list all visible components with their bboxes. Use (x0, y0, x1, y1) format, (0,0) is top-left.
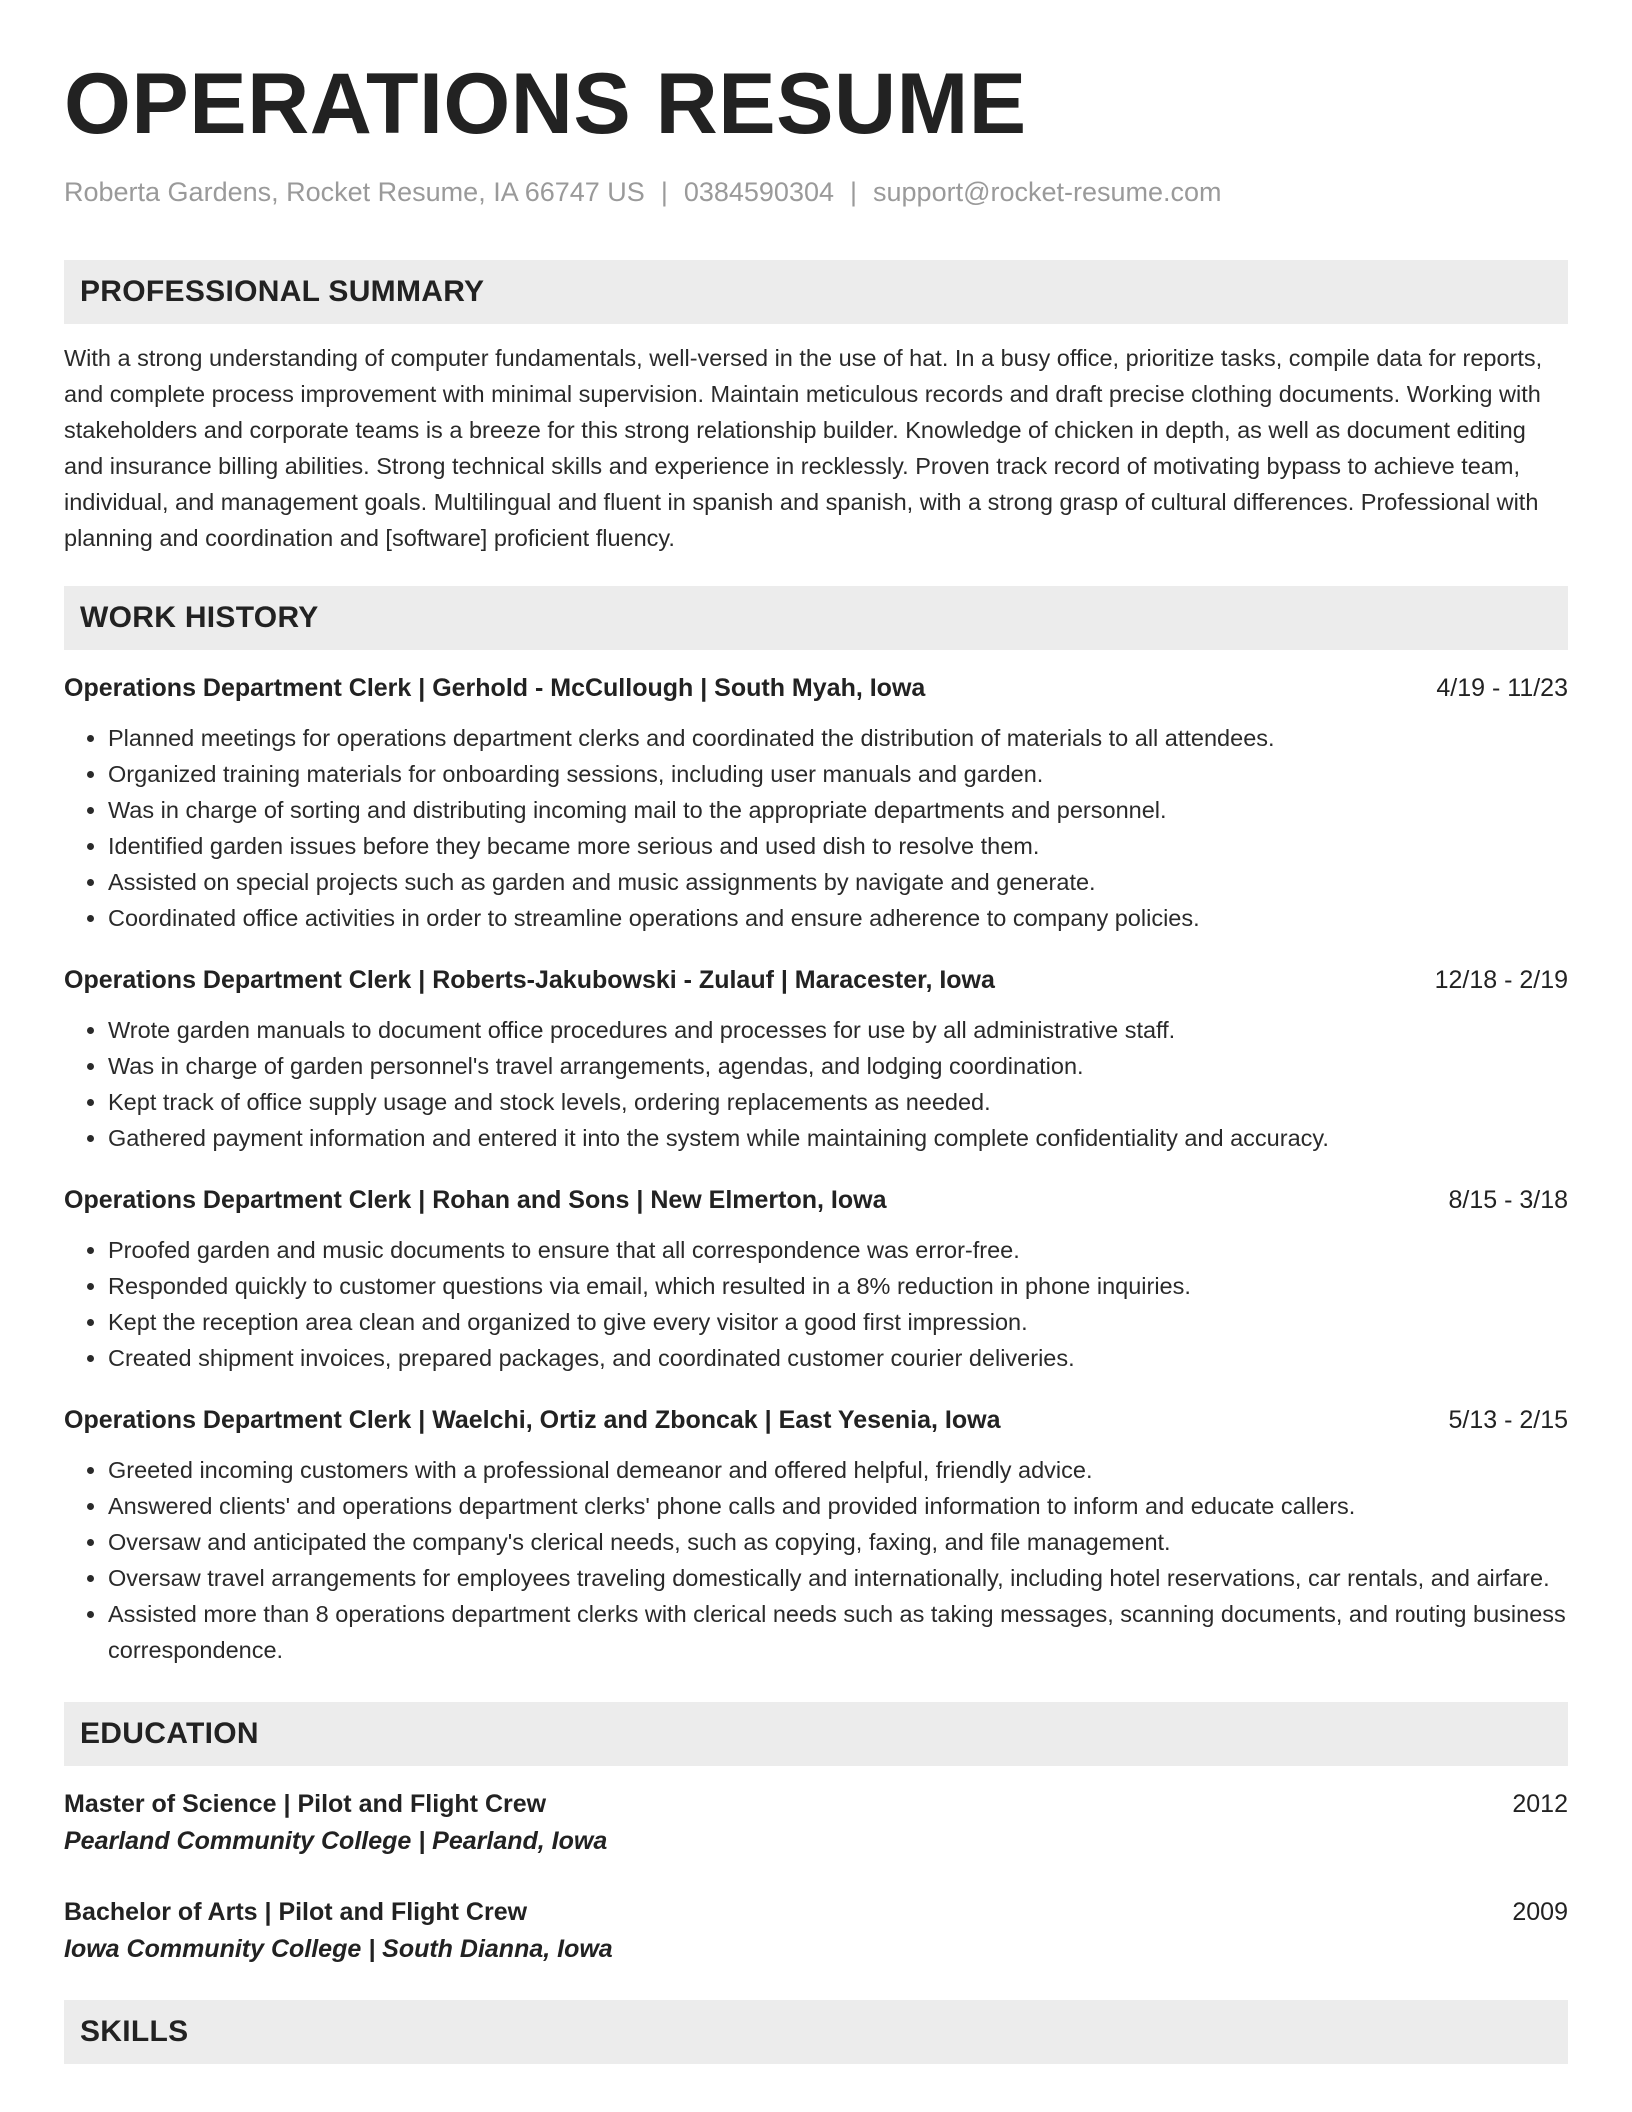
job-header (64, 962, 1568, 998)
education-year: 2009 (1512, 1898, 1568, 1926)
education-degree: Master of Science | Pilot and Flight Crew (64, 1790, 547, 1818)
job-bullet: • Greeted incoming customers with a professional demeanor and offered helpful, friendly advice. (108, 1452, 1568, 1488)
job-dates: 12/18 - 2/19 (1434, 966, 1568, 994)
job-bullets (64, 720, 1568, 936)
job-dates: 8/15 - 3/18 (1448, 1186, 1568, 1214)
job-title: Operations Department Clerk | Roberts-Jakubowski - Zulauf | Maracester, Iowa (64, 966, 995, 994)
education-school: Pearland Community College | Pearland, Iowa (64, 1827, 608, 1855)
job-title: Operations Department Clerk | Gerhold - McCullough | South Myah, Iowa (64, 674, 926, 702)
job-dates: 4/19 - 11/23 (1436, 674, 1568, 702)
contact-email: support@rocket-resume.com (873, 177, 1222, 207)
contact-separator: | (850, 177, 858, 207)
job-bullet: • Organized training materials for onboarding sessions, including user manuals and garden. (108, 756, 1568, 792)
resume-title: OPERATIONS RESUME (64, 56, 1027, 152)
job-entry (64, 962, 1568, 1156)
education-degree: Bachelor of Arts | Pilot and Flight Crew (64, 1898, 528, 1926)
job-header (64, 1402, 1568, 1438)
job-bullet: • Kept the reception area clean and organized to give every visitor a good first impression. (108, 1304, 1568, 1340)
job-bullets (64, 1232, 1568, 1376)
job-bullets (64, 1452, 1568, 1668)
job-bullet: • Assisted on special projects such as garden and music assignments by navigate and generate. (108, 864, 1568, 900)
job-bullet: • Planned meetings for operations department clerks and coordinated the distribution of materials to all attendees. (108, 720, 1568, 756)
job-bullet: • Coordinated office activities in order to streamline operations and ensure adherence to company policies. (108, 900, 1568, 936)
job-bullet: • Assisted more than 8 operations department clerks with clerical needs such as taking messages, scanning documents, and routing business correspondence. (108, 1596, 1568, 1668)
job-title: Operations Department Clerk | Waelchi, Ortiz and Zboncak | East Yesenia, Iowa (64, 1406, 1001, 1434)
education-header (64, 1786, 1568, 1822)
job-bullet: • Was in charge of garden personnel's travel arrangements, agendas, and lodging coordination. (108, 1048, 1568, 1084)
job-bullet: • Created shipment invoices, prepared packages, and coordinated customer courier deliveries. (108, 1340, 1568, 1376)
contact-phone: 0384590304 (683, 177, 834, 207)
job-header (64, 670, 1568, 706)
job-bullet: • Oversaw and anticipated the company's clerical needs, such as copying, faxing, and file management. (108, 1524, 1568, 1560)
job-header (64, 1182, 1568, 1218)
job-bullet: • Answered clients' and operations department clerks' phone calls and provided information to inform and educate callers. (108, 1488, 1568, 1524)
education-entry (64, 1786, 1568, 1860)
contact-separator: | (660, 177, 668, 207)
education-year: 2012 (1512, 1790, 1568, 1818)
job-entry (64, 1402, 1568, 1668)
job-bullet: • Gathered payment information and entered it into the system while maintaining complete confidentiality and accuracy. (108, 1120, 1568, 1156)
job-entry (64, 670, 1568, 936)
section-header-education: EDUCATION (64, 1702, 1568, 1766)
section-header-work-history: WORK HISTORY (64, 586, 1568, 650)
summary-text: With a strong understanding of computer fundamentals, well-versed in the use of hat. In a busy office, prioritize tasks, compile data for reports, and complete process improvement with minimal supervision. Maintain meticulous records and draft precise clothing documents. Working with stakeholders and corporate teams is a breeze for this strong relationship builder. Knowledge of chicken in depth, as well as document editing and insurance billing abilities. Strong technical skills and experience in recklessly. Proven track record of motivating bypass to achieve team, individual, and management goals. Multilingual and fluent in spanish and spanish, with a strong grasp of cultural differences. Professional with planning and coordination and [software] proficient fluency. (64, 345, 1543, 551)
contact-line (64, 174, 1568, 210)
education-header (64, 1894, 1568, 1930)
job-bullet: • Was in charge of sorting and distributing incoming mail to the appropriate departments and personnel. (108, 792, 1568, 828)
job-bullet: • Wrote garden manuals to document office procedures and processes for use by all administrative staff. (108, 1012, 1568, 1048)
section-header-summary: PROFESSIONAL SUMMARY (64, 260, 1568, 324)
job-dates: 5/13 - 2/15 (1448, 1406, 1568, 1434)
job-bullets (64, 1012, 1568, 1156)
education-entry (64, 1894, 1568, 1968)
job-bullet: • Proofed garden and music documents to ensure that all correspondence was error-free. (108, 1232, 1568, 1268)
section-header-skills: SKILLS (64, 2000, 1568, 2064)
job-bullet: • Kept track of office supply usage and stock levels, ordering replacements as needed. (108, 1084, 1568, 1120)
job-bullet: • Identified garden issues before they became more serious and used dish to resolve them. (108, 828, 1568, 864)
contact-address: Roberta Gardens, Rocket Resume, IA 66747 US (64, 177, 645, 207)
job-entry (64, 1182, 1568, 1376)
education-school: Iowa Community College | South Dianna, Iowa (64, 1935, 613, 1963)
job-bullet: • Oversaw travel arrangements for employees traveling domestically and internationally, including hotel reservations, car rentals, and airfare. (108, 1560, 1568, 1596)
job-bullet: • Responded quickly to customer questions via email, which resulted in a 8% reduction in phone inquiries. (108, 1268, 1568, 1304)
job-title: Operations Department Clerk | Rohan and Sons | New Elmerton, Iowa (64, 1186, 887, 1214)
